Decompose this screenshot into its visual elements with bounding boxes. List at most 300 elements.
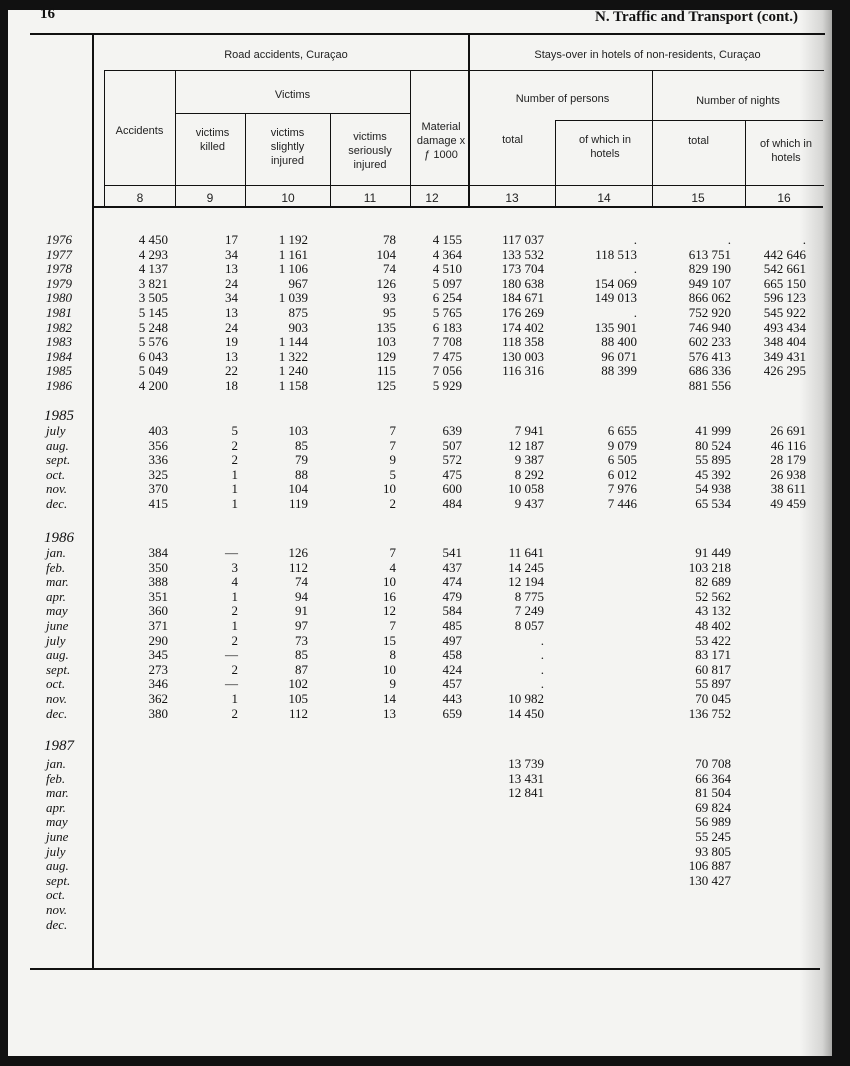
table-cell: 273 xyxy=(148,661,168,677)
column-number: 12 xyxy=(425,191,439,205)
table-cell: 475 xyxy=(442,466,462,482)
table-cell: 28 179 xyxy=(770,452,806,468)
table-cell: 130 003 xyxy=(501,348,544,364)
table-cell: 12 xyxy=(383,603,396,619)
table-cell: 752 920 xyxy=(688,305,731,320)
table-cell: 45 392 xyxy=(695,466,731,482)
section-heading: 1986 xyxy=(44,530,74,546)
table-cell: 3 505 xyxy=(138,290,168,306)
table-cell: 7 708 xyxy=(432,334,462,350)
table-cell: 949 107 xyxy=(688,275,731,291)
table-cell: 1 192 xyxy=(278,232,308,247)
table-cell: 11 641 xyxy=(508,545,544,560)
table-cell: 18 xyxy=(225,378,238,393)
table-cell: 4 137 xyxy=(138,261,168,277)
col-header-accidents: Accidents xyxy=(115,125,164,137)
table-cell: 345 xyxy=(148,647,168,663)
table-cell: 95 xyxy=(383,305,396,320)
table-cell: 118 358 xyxy=(502,334,544,350)
table-cell: 41 999 xyxy=(695,423,731,438)
table-cell: 112 xyxy=(288,705,308,721)
table-cell: 8 775 xyxy=(514,588,544,604)
row-label: sept. xyxy=(46,452,71,468)
table-cell: 52 562 xyxy=(695,588,731,604)
table-cell: 4 200 xyxy=(138,378,168,393)
table-cell: 13 xyxy=(225,261,238,277)
table-cell: 1 144 xyxy=(278,334,308,350)
row-label: mar. xyxy=(46,574,69,590)
table-cell: 7 475 xyxy=(432,348,462,364)
col-rule xyxy=(555,120,556,208)
table-cell: 13 xyxy=(383,705,396,721)
row-label: 1982 xyxy=(46,319,72,335)
table-cell: 596 123 xyxy=(763,290,806,306)
table-cell: 6 505 xyxy=(607,452,637,468)
row-label: aug. xyxy=(46,647,69,663)
table-cell: . xyxy=(802,232,806,247)
table-cell: 336 xyxy=(148,452,168,468)
table-cell: 103 xyxy=(288,423,308,438)
table-cell: 2 xyxy=(231,437,238,453)
table-cell: 73 xyxy=(295,632,308,648)
table-cell: 362 xyxy=(148,691,168,706)
table-cell: 5 xyxy=(389,466,396,482)
table-cell: 443 xyxy=(442,691,462,706)
table-cell: 602 233 xyxy=(688,334,731,350)
table-cell: 967 xyxy=(288,275,308,291)
table-cell: . xyxy=(540,632,544,648)
page-number: 16 xyxy=(40,6,55,22)
table-cell: 1 xyxy=(231,496,238,511)
table-cell: . xyxy=(540,647,544,663)
table-cell: 348 404 xyxy=(763,334,806,350)
row-label: mar. xyxy=(46,785,69,801)
table-cell: 1 xyxy=(231,618,238,633)
row-label: july xyxy=(46,843,66,859)
row-label: 1976 xyxy=(46,232,72,247)
table-cell: 5 145 xyxy=(138,305,168,320)
table-cell: 497 xyxy=(442,632,462,648)
table-cell: 7 249 xyxy=(514,603,544,619)
table-cell: 24 xyxy=(225,275,238,291)
table-cell: 4 450 xyxy=(138,232,168,247)
table-cell: 180 638 xyxy=(501,275,544,291)
table-cell: 5 097 xyxy=(432,275,462,291)
table-cell: 176 269 xyxy=(501,305,544,320)
table-cell: 881 556 xyxy=(688,378,731,393)
table-cell: 13 739 xyxy=(508,756,544,771)
row-label: june xyxy=(46,618,69,633)
table-cell: 49 459 xyxy=(770,496,806,511)
table-cell: 154 069 xyxy=(594,275,637,291)
table-cell: 7 xyxy=(389,545,396,560)
col-header-damage: Material damage x ƒ 1000 xyxy=(416,121,466,161)
table-cell: 1 039 xyxy=(278,290,308,306)
table-cell: 80 524 xyxy=(695,437,731,453)
table-cell: 112 xyxy=(288,559,308,575)
row-label: 1985 xyxy=(46,363,72,379)
row-label: 1983 xyxy=(46,334,72,350)
table-cell: 493 434 xyxy=(763,319,806,335)
table-cell: 13 xyxy=(225,348,238,364)
table-cell: 97 xyxy=(295,618,308,633)
table-cell: 66 364 xyxy=(695,770,731,786)
table-cell: 88 xyxy=(295,466,308,482)
column-number: 15 xyxy=(691,191,705,205)
row-label: dec. xyxy=(46,916,68,932)
header-rule-3 xyxy=(555,120,823,121)
page xyxy=(8,10,830,1056)
table-cell: 53 422 xyxy=(695,632,731,648)
table-cell: 474 xyxy=(442,574,462,590)
table-cell: 9 387 xyxy=(514,452,544,468)
row-label: jan. xyxy=(46,545,66,560)
table-cell: 2 xyxy=(389,496,396,511)
table-cell: 12 187 xyxy=(508,437,544,453)
row-label: 1977 xyxy=(46,246,72,262)
table-cell: 5 576 xyxy=(138,334,168,350)
row-label: aug. xyxy=(46,437,69,453)
col-header-seriously: victims seriously injured xyxy=(348,131,392,171)
table-cell: 829 190 xyxy=(688,261,731,277)
column-number: 16 xyxy=(777,191,791,205)
nights-heading: Number of nights xyxy=(696,95,780,107)
table-cell: 93 xyxy=(383,290,396,306)
table-cell: 94 xyxy=(295,588,308,604)
col-header-persons-total: total xyxy=(502,134,523,146)
table-cell: 26 938 xyxy=(770,466,806,482)
table-cell: 106 887 xyxy=(688,858,731,874)
column-number: 11 xyxy=(363,191,377,205)
table-cell: 14 xyxy=(383,691,396,706)
table-cell: . xyxy=(633,305,637,320)
table-cell: 639 xyxy=(442,423,462,438)
section-heading: 1985 xyxy=(44,408,74,424)
table-cell: 87 xyxy=(295,661,308,677)
table-cell: . xyxy=(540,676,544,692)
table-cell: 173 704 xyxy=(501,261,544,277)
table-cell: 1 158 xyxy=(278,378,308,393)
table-cell: 125 xyxy=(376,378,396,393)
row-label: 1981 xyxy=(46,305,72,320)
table-cell: 4 364 xyxy=(432,246,462,262)
row-label: oct. xyxy=(46,676,66,692)
header-bottom-rule xyxy=(93,206,823,208)
table-cell: 48 402 xyxy=(695,618,731,633)
table-cell: 8 xyxy=(389,647,396,663)
row-label: dec. xyxy=(46,705,68,721)
table-cell: 60 817 xyxy=(695,661,731,677)
table-cell: 126 xyxy=(288,545,308,560)
table-cell: 1 xyxy=(231,466,238,482)
table-cell: 115 xyxy=(376,363,396,379)
table-cell: 6 012 xyxy=(607,466,637,482)
table-cell: 116 316 xyxy=(502,363,544,379)
row-label: feb. xyxy=(46,559,66,575)
table-cell: 6 655 xyxy=(607,423,637,438)
column-number: 8 xyxy=(136,191,144,205)
table-cell: 1 xyxy=(231,588,238,604)
table-cell: 12 194 xyxy=(508,574,544,590)
table-cell: 325 xyxy=(148,466,168,482)
table-cell: 576 413 xyxy=(688,348,731,364)
table-cell: 129 xyxy=(376,348,396,364)
table-cell: 380 xyxy=(148,705,168,721)
col-header-persons-hotels: of which in hotels xyxy=(579,134,631,160)
row-label: 1984 xyxy=(46,348,72,364)
table-cell: — xyxy=(225,647,238,663)
table-cell: 12 841 xyxy=(508,785,544,801)
row-label: oct. xyxy=(46,887,66,903)
table-cell: 126 xyxy=(376,275,396,291)
table-cell: 26 691 xyxy=(770,423,806,438)
table-cell: 133 532 xyxy=(501,246,544,262)
table-cell: 7 976 xyxy=(607,481,637,497)
table-cell: 356 xyxy=(148,437,168,453)
table-cell: 290 xyxy=(148,632,168,648)
table-cell: 16 xyxy=(383,588,396,604)
table-cell: 78 xyxy=(383,232,396,247)
table-cell: 746 940 xyxy=(688,319,731,335)
table-cell: . xyxy=(633,232,637,247)
table-cell: 2 xyxy=(231,452,238,468)
row-label: 1978 xyxy=(46,261,72,277)
table-cell: 2 xyxy=(231,603,238,619)
row-label: nov. xyxy=(46,481,68,497)
row-label: dec. xyxy=(46,496,68,511)
row-label: apr. xyxy=(46,588,66,604)
row-label: may xyxy=(46,814,68,830)
row-label: 1979 xyxy=(46,275,72,291)
table-cell: 507 xyxy=(442,437,462,453)
table-cell: 5 xyxy=(231,423,238,438)
table-cell: 346 xyxy=(148,676,168,692)
table-cell: 5 049 xyxy=(138,363,168,379)
table-cell: 485 xyxy=(442,618,462,633)
table-cell: 5 929 xyxy=(432,378,462,393)
table-cell: — xyxy=(225,676,238,692)
table-cell: . xyxy=(633,261,637,277)
table-cell: 5 765 xyxy=(432,305,462,320)
stays-over-heading: Stays-over in hotels of non-residents, Curaçao xyxy=(534,49,761,61)
table-cell: 24 xyxy=(225,319,238,335)
col-header-nights-hotels: of which in hotels xyxy=(760,138,812,164)
table-cell: 484 xyxy=(442,496,462,511)
table-cell: 14 245 xyxy=(508,559,544,575)
col-header-killed: victims killed xyxy=(195,127,230,153)
row-label: 1986 xyxy=(46,378,72,393)
table-cell: 54 938 xyxy=(695,481,731,497)
col-rule xyxy=(245,113,246,208)
table-cell: 584 xyxy=(442,603,462,619)
table-cell: 4 293 xyxy=(138,246,168,262)
table-cell: 2 xyxy=(231,705,238,721)
table-cell: 74 xyxy=(383,261,396,277)
table-cell: 55 897 xyxy=(695,676,731,692)
table-cell: 88 399 xyxy=(601,363,637,379)
table-cell: 65 534 xyxy=(695,496,731,511)
column-number: 9 xyxy=(206,191,214,205)
table-cell: 903 xyxy=(288,319,308,335)
table-cell: 13 431 xyxy=(508,770,544,786)
row-label: may xyxy=(46,603,68,619)
table-cell: 665 150 xyxy=(763,275,806,291)
table-cell: 572 xyxy=(442,452,462,468)
table-cell: 360 xyxy=(148,603,168,619)
table-cell: 93 805 xyxy=(695,843,731,859)
table-cell: 442 646 xyxy=(763,246,806,262)
table-cell: 104 xyxy=(376,246,396,262)
table-cell: 1 106 xyxy=(278,261,308,277)
table-cell: 7 446 xyxy=(607,496,637,511)
table-cell: 88 400 xyxy=(601,334,637,350)
table-cell: 130 427 xyxy=(688,872,731,888)
table-cell: 69 824 xyxy=(695,799,731,815)
table-cell: 426 295 xyxy=(763,363,806,379)
table-cell: 875 xyxy=(288,305,308,320)
table-cell: 9 079 xyxy=(607,437,637,453)
table-bottom-rule xyxy=(30,968,820,970)
page-title: N. Traffic and Transport (cont.) xyxy=(595,9,799,25)
col-rule xyxy=(104,70,105,208)
col-rule xyxy=(330,113,331,208)
table-cell: 74 xyxy=(295,574,308,590)
table-cell: 388 xyxy=(148,574,168,590)
header-rule-1 xyxy=(104,70,824,71)
table-cell: 4 510 xyxy=(432,261,462,277)
table-cell: 541 xyxy=(442,545,462,560)
table-cell: 686 336 xyxy=(688,363,731,379)
row-label: jan. xyxy=(46,756,66,771)
table-cell: — xyxy=(225,545,238,560)
table-cell: 79 xyxy=(295,452,308,468)
table-cell: 9 437 xyxy=(514,496,544,511)
table-cell: 437 xyxy=(442,559,462,575)
table-cell: 659 xyxy=(442,705,462,721)
row-label: nov. xyxy=(46,691,68,706)
table-cell: 83 171 xyxy=(695,647,731,663)
table-cell: 15 xyxy=(383,632,396,648)
table-cell: 1 240 xyxy=(278,363,308,379)
table-cell: 866 062 xyxy=(688,290,731,306)
table-cell: . xyxy=(540,661,544,677)
table-cell: 43 132 xyxy=(695,603,731,619)
row-label: june xyxy=(46,829,69,844)
table-cell: 174 402 xyxy=(501,319,544,335)
row-label: july xyxy=(46,423,66,438)
header-rule-2 xyxy=(175,113,410,114)
table-cell: . xyxy=(727,232,731,247)
table-cell: 458 xyxy=(442,647,462,663)
table-cell: 10 xyxy=(383,661,396,677)
table-cell: 7 056 xyxy=(432,363,462,379)
table-cell: 7 xyxy=(389,423,396,438)
table-cell: 4 xyxy=(389,559,396,575)
table-cell: 10 xyxy=(383,574,396,590)
table-cell: 102 xyxy=(288,676,308,692)
table-cell: 424 xyxy=(442,661,462,677)
table-cell: 384 xyxy=(148,545,168,560)
table-cell: 7 941 xyxy=(514,423,544,438)
col-header-nights-total: total xyxy=(688,135,709,147)
table-cell: 6 043 xyxy=(138,348,168,364)
table-cell: 85 xyxy=(295,437,308,453)
table-cell: 9 xyxy=(389,452,396,468)
table-cell: 9 xyxy=(389,676,396,692)
table-cell: 349 431 xyxy=(763,348,806,364)
table-cell: 4 xyxy=(231,574,238,590)
table-cell: 2 xyxy=(231,661,238,677)
col-header-slightly: victims slightly injured xyxy=(270,127,305,167)
table-cell: 545 922 xyxy=(763,305,806,320)
table-cell: 1 161 xyxy=(278,246,308,262)
table-cell: 479 xyxy=(442,588,462,604)
victims-heading: Victims xyxy=(274,89,311,101)
table-cell: 22 xyxy=(225,363,238,379)
table-cell: 103 xyxy=(376,334,396,350)
table-cell: 3 821 xyxy=(138,275,168,291)
table-cell: 85 xyxy=(295,647,308,663)
column-number: 14 xyxy=(597,191,611,205)
table-cell: 184 671 xyxy=(501,290,544,306)
table-cell: 34 xyxy=(225,246,238,262)
table-cell: 91 449 xyxy=(695,545,731,560)
table-cell: 351 xyxy=(148,588,168,604)
table-cell: 14 450 xyxy=(508,705,544,721)
table-cell: 105 xyxy=(288,691,308,706)
table-cell: 56 989 xyxy=(695,814,731,830)
table-cell: 4 155 xyxy=(432,232,462,247)
table-cell: 119 xyxy=(288,496,308,511)
table-cell: 104 xyxy=(288,481,308,497)
table-cell: 371 xyxy=(148,618,168,633)
table-top-rule xyxy=(30,33,825,35)
row-label: apr. xyxy=(46,799,66,815)
col-rule xyxy=(745,120,746,208)
row-label: 1980 xyxy=(46,290,72,306)
persons-heading: Number of persons xyxy=(515,93,610,105)
table-cell: 103 218 xyxy=(688,559,731,575)
table-cell: 403 xyxy=(148,423,168,438)
row-label: sept. xyxy=(46,661,71,677)
table-cell: 118 513 xyxy=(595,246,637,262)
table-cell: 5 248 xyxy=(138,319,168,335)
table-cell: 135 901 xyxy=(594,319,637,335)
row-label: oct. xyxy=(46,466,66,482)
column-number: 13 xyxy=(505,191,519,205)
row-label: july xyxy=(46,632,66,648)
table-cell: 8 292 xyxy=(514,466,544,482)
table-cell: 91 xyxy=(295,603,308,619)
table-cell: 13 xyxy=(225,305,238,320)
table-cell: 10 xyxy=(383,481,396,497)
table-cell: 1 322 xyxy=(278,348,308,364)
table-cell: 96 071 xyxy=(601,348,637,364)
table-cell: 350 xyxy=(148,559,168,575)
section-heading: 1987 xyxy=(44,738,74,754)
table-cell: 613 751 xyxy=(688,246,731,262)
table-cell: 542 661 xyxy=(763,261,806,277)
row-label: sept. xyxy=(46,872,71,888)
table-cell: 457 xyxy=(442,676,462,692)
header-rule-4 xyxy=(104,185,824,186)
table-cell: 600 xyxy=(442,481,462,497)
table-cell: 1 xyxy=(231,691,238,706)
table-cell: 149 013 xyxy=(594,290,637,306)
table-cell: 2 xyxy=(231,632,238,648)
table-cell: 17 xyxy=(225,232,238,247)
table-cell: 135 xyxy=(376,319,396,335)
